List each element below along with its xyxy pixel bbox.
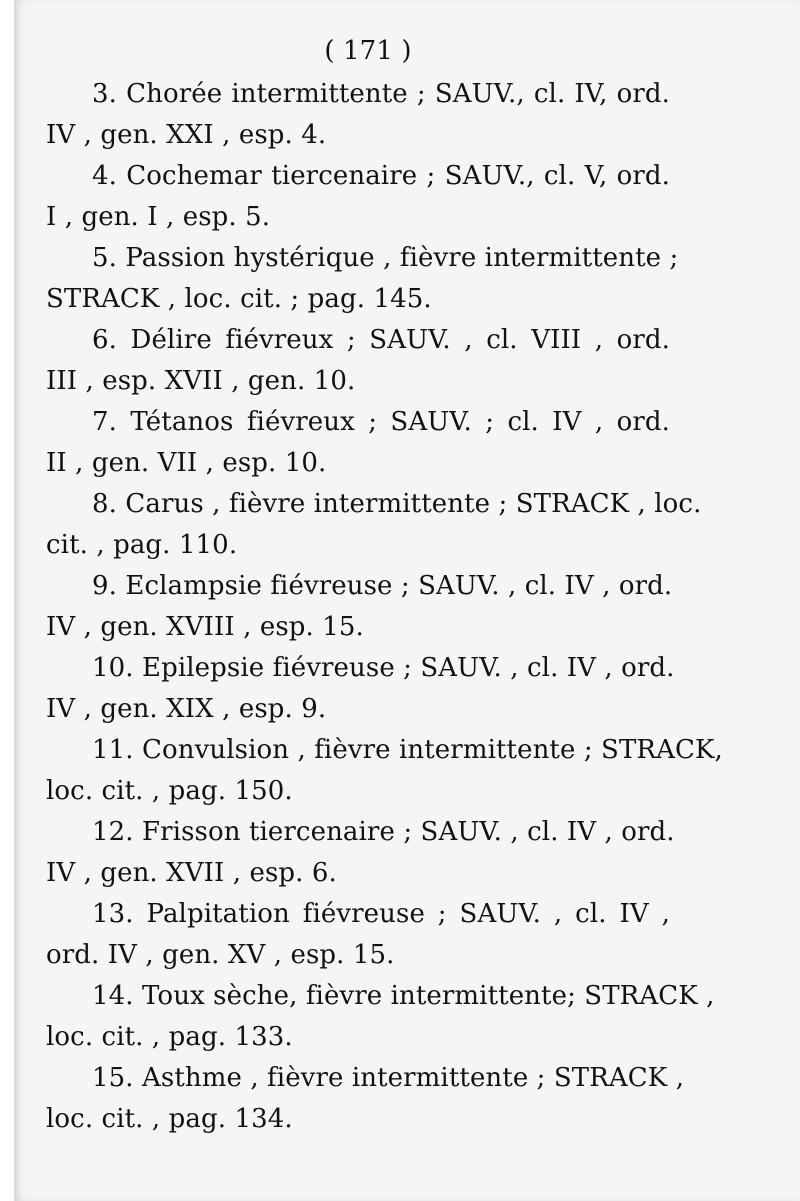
list-entry: [46, 894, 670, 976]
entry-line: 14. Toux sèche, fièvre intermittente; STRACK ,: [92, 981, 715, 1011]
entry-line: IV , gen. XVIII , esp. 15.: [46, 612, 364, 642]
list-entry: [46, 402, 670, 484]
entry-line: 12. Frisson tiercenaire ; SAUV. , cl. IV , ord.: [92, 817, 675, 847]
list-entry: [46, 812, 675, 894]
entry-line: 13. Palpitation fiévreuse ; SAUV. , cl. IV ,: [92, 899, 670, 929]
entry-line: loc. cit. , pag. 134.: [46, 1104, 293, 1134]
list-entry: [46, 648, 675, 730]
list-entry: [46, 976, 715, 1058]
page-text: [46, 28, 723, 1140]
list-entry: [46, 156, 670, 238]
entry-line: 8. Carus , fièvre intermittente ; STRACK , loc.: [92, 489, 702, 519]
list-entry: [46, 730, 723, 812]
entry-line: cit. , pag. 110.: [46, 530, 238, 560]
entry-line: loc. cit. , pag. 150.: [46, 776, 293, 806]
entry-line: IV , gen. XVII , esp. 6.: [46, 858, 337, 888]
entry-line: STRACK , loc. cit. ; pag. 145.: [46, 284, 432, 314]
entry-line: 4. Cochemar tiercenaire ; SAUV., cl. V, ord.: [92, 161, 670, 191]
entry-line: 6. Délire fiévreux ; SAUV. , cl. VIII , ord.: [92, 325, 670, 355]
list-entry: [46, 1058, 685, 1140]
list-entry: [46, 238, 679, 320]
list-entry: [46, 566, 673, 648]
entry-line: loc. cit. , pag. 133.: [46, 1022, 293, 1052]
entry-line: IV , gen. XXI , esp. 4.: [46, 120, 327, 150]
entry-line: 10. Epilepsie fiévreuse ; SAUV. , cl. IV , ord.: [92, 653, 675, 683]
entry-line: II , gen. VII , esp. 10.: [46, 448, 327, 478]
entry-line: ord. IV , gen. XV , esp. 15.: [46, 940, 395, 970]
list-entry: [46, 74, 670, 156]
entry-line: 3. Chorée intermittente ; SAUV., cl. IV, ord.: [92, 79, 670, 109]
page-number: ( 171 ): [324, 36, 412, 66]
list-entry: [46, 484, 702, 566]
entry-line: IV , gen. XIX , esp. 9.: [46, 694, 327, 724]
entry-line: 9. Eclampsie fiévreuse ; SAUV. , cl. IV , ord.: [92, 571, 673, 601]
list-entry: [46, 320, 670, 402]
entry-line: 11. Convulsion , fièvre intermittente ; STRACK,: [92, 735, 723, 765]
entry-line: 7. Tétanos fiévreux ; SAUV. ; cl. IV , ord.: [92, 407, 670, 437]
entry-line: 5. Passion hystérique , fièvre intermittente ;: [92, 243, 679, 273]
entry-line: III , esp. XVII , gen. 10.: [46, 366, 356, 396]
entry-line: 15. Asthme , fièvre intermittente ; STRACK ,: [92, 1063, 685, 1093]
entry-line: I , gen. I , esp. 5.: [46, 202, 271, 232]
book-page: [14, 0, 800, 1201]
